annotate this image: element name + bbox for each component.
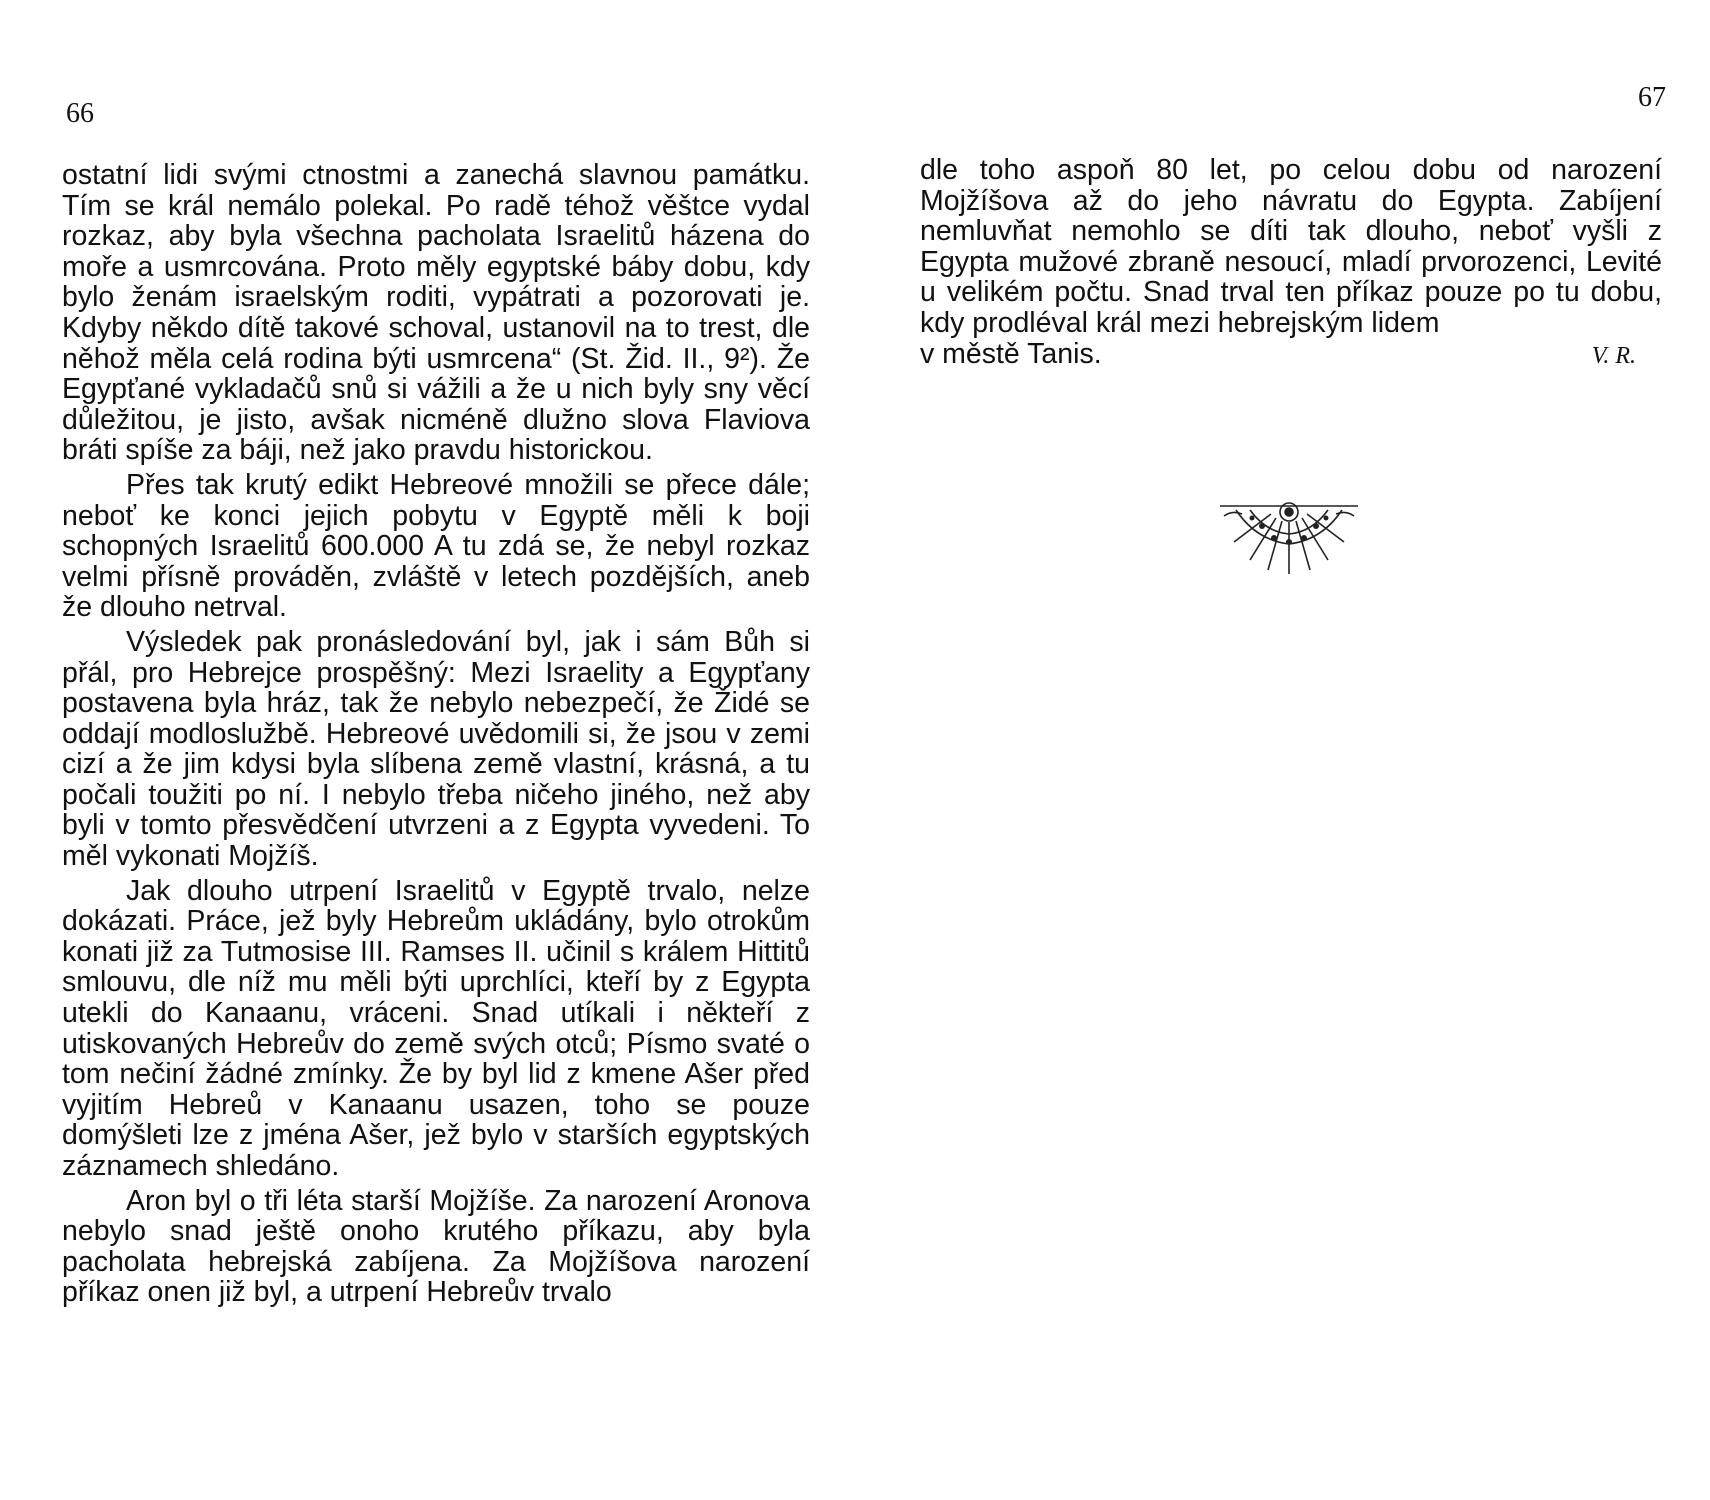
paragraph-1: ostatní lidi svými ctnostmi a zanechá slavnou památku. Tím se král nemálo polekal. Po radě téhož věštce vydal rozkaz, aby byla všechna pacholata Israelitů házena do moře a usmrcována. Proto měly egyptské báby dobu, kdy bylo ženám israelským roditi, vypátrati a pozorovati je. Kdyby někdo dítě takové schoval, ustanovil na to trest, dle něhož měla celá rodina býti usmrcena“ (St. Žid. II., 9²). Že Egypťané vykladačů snů si vážili a že u nich byly sny věcí důležitou, je jisto, avšak nicméně dlužno slova Flaviova bráti spíše za báji, než jako pravdu historickou.	[62, 159, 810, 467]
right-page-column	[920, 155, 1662, 371]
author-signature: V. R.	[1591, 342, 1636, 369]
paragraph-3: Výsledek pak pronásledování byl, jak i sám Bůh si přál, pro Hebrejce prospěšný: Mezi Israelity a Egypťany postavena byla hráz, tak že nebylo nebezpečí, že Židé se oddají modloslužbě. Hebreové uvědomili si, že jsou v zemi cizí a že jim kdysi byla slíbena země vlastní, krásná, a tu počali toužiti po ní. I nebylo třeba ničeho jiného, než aby byli v tomto přesvědčení utvrzeni a z Egypta vyvedeni. To měl vykonati Mojžíš.	[62, 625, 810, 873]
closing-text: v městě Tanis.	[920, 337, 1102, 370]
closing-line	[920, 339, 1662, 372]
paragraph-4: Jak dlouho utrpení Israelitů v Egyptě trvalo, nelze dokázati. Práce, jež byly Hebreům ukládány, bylo otrokům konati již za Tutmosise III. Ramses II. učinil s králem Hittitů smlouvu, dle níž mu měli býti uprchlíci, kteří by z Egypta utekli do Kanaanu, vráceni. Snad utíkali i někteří z utiskovaných Hebreův do země svých otců; Písmo svaté o tom nečiní žádné zmínky. Že by byl lid z kmene Ašer před vyjitím Hebreů v Kanaanu usazen, toho se pouze domýšleti lze z jména Ašer, jež bylo v starších egyptských záznamech shledáno.	[62, 874, 810, 1182]
paragraph-continued: dle toho aspoň 80 let, po celou dobu od narození Mojžíšova až do jeho návratu do Egypta. Zabíjení nemluvňat nemohlo se díti tak dlouho, neboť vyšli z Egypta mužové zbraně nesoucí, mladí prvorozenci, Levité u velikém počtu. Snad trval ten příkaz pouze po tu dobu, kdy prodléval král mezi hebrejským lidem	[920, 154, 1662, 339]
left-page-column	[62, 160, 810, 1312]
page-number-left: 66	[66, 98, 94, 129]
paragraph-5: Aron byl o tři léta starší Mojžíše. Za narození Aronova nebylo snad ještě onoho krutého příkazu, aby byla pacholata hebrejská zabíjena. Za Mojžíšova narození příkaz onen již byl, a utrpení Hebreův trvalo	[62, 1184, 810, 1309]
paragraph-2: Přes tak krutý edikt Hebreové množili se přece dále; neboť ke konci jejich pobytu v Egyptě měli k boji schopných Israelitů 600.000 A tu zdá se, že nebyl rozkaz velmi přísně prováděn, zvláště v letech pozdějších, aneb že dlouho netrval.	[62, 468, 810, 624]
fleuron-ornament-icon	[1216, 496, 1362, 580]
page-number-right: 67	[1638, 82, 1666, 113]
